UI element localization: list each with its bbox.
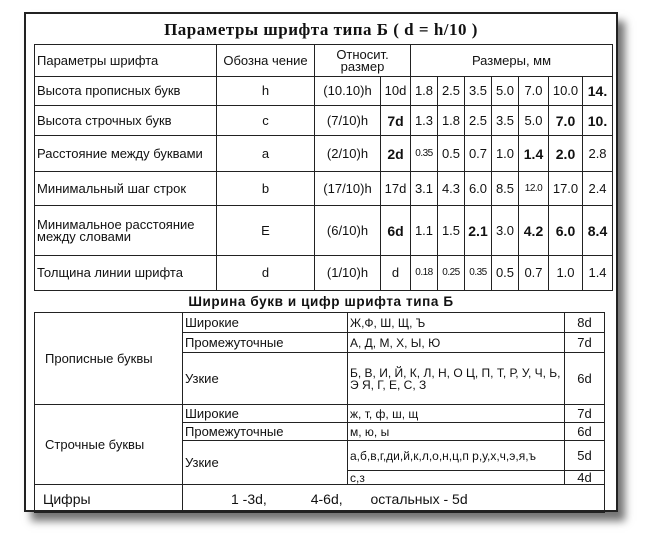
letter-width: 4d <box>565 471 605 485</box>
param-symbol: E <box>217 206 315 256</box>
size-cell: 10. <box>583 106 613 136</box>
header-relative: Относит. размер <box>315 45 411 77</box>
header-sizes: Размеры, мм <box>411 45 613 77</box>
table-row <box>35 106 613 136</box>
size-cell: 0.5 <box>492 256 519 291</box>
param-name: Высота строчных букв <box>35 106 217 136</box>
param-name: Минимальное расстояние между словами <box>35 206 217 256</box>
letter-list: м, ю, ы <box>348 423 565 441</box>
digits-width-1: 1 -3d, <box>231 490 267 507</box>
size-cell: 12.0 <box>519 172 549 206</box>
size-cell: 6.0 <box>549 206 583 256</box>
size-cell: 7.0 <box>519 77 549 106</box>
digits-width-3: остальных - 5d <box>370 490 468 507</box>
uppercase-group-label: Прописные буквы <box>35 313 183 405</box>
size-cell: 1.8 <box>438 106 465 136</box>
width-section-title: Ширина букв и цифр шрифта типа Б <box>188 294 454 309</box>
param-relative-d: 10d <box>381 77 411 106</box>
size-cell: 10.0 <box>549 77 583 106</box>
param-name: Расстояние между буквами <box>35 136 217 172</box>
param-symbol: d <box>217 256 315 291</box>
param-relative-d: 7d <box>381 106 411 136</box>
param-relative-d: 17d <box>381 172 411 206</box>
size-cell: 17.0 <box>549 172 583 206</box>
letter-list: Б, В, И, Й, К, Л, Н, О Ц, П, Т, Р, У, Ч, Ь, Э Я, Г, Е, С, З <box>348 353 565 405</box>
param-relative-d: 6d <box>381 206 411 256</box>
font-parameters-table <box>34 44 613 291</box>
size-cell: 4.3 <box>438 172 465 206</box>
size-cell: 1.3 <box>411 106 438 136</box>
size-cell: 1.0 <box>492 136 519 172</box>
size-cell: 3.0 <box>492 206 519 256</box>
letter-list: А, Д, М, Х, Ы, Ю <box>348 333 565 353</box>
size-cell: 1.0 <box>549 256 583 291</box>
letter-type: Узкие <box>183 353 348 405</box>
size-cell: 0.7 <box>465 136 492 172</box>
param-relative-d: d <box>381 256 411 291</box>
size-cell: 5.0 <box>492 77 519 106</box>
size-cell: 5.0 <box>519 106 549 136</box>
letter-width: 5d <box>565 441 605 471</box>
param-name: Минимальный шаг строк <box>35 172 217 206</box>
size-cell: 0.18 <box>411 256 438 291</box>
size-cell: 2.1 <box>465 206 492 256</box>
digits-label: Цифры <box>35 485 183 513</box>
header-row <box>35 45 613 77</box>
param-symbol: c <box>217 106 315 136</box>
size-cell: 0.5 <box>438 136 465 172</box>
letter-type: Промежуточные <box>183 423 348 441</box>
param-relative: (1/10)h <box>315 256 381 291</box>
param-relative-d: 2d <box>381 136 411 172</box>
size-cell: 7.0 <box>549 106 583 136</box>
lowercase-group-label: Строчные буквы <box>35 405 183 485</box>
size-cell: 2.8 <box>583 136 613 172</box>
param-name: Толщина линии шрифта <box>35 256 217 291</box>
param-relative: (2/10)h <box>315 136 381 172</box>
size-cell: 3.5 <box>492 106 519 136</box>
param-relative: (7/10)h <box>315 106 381 136</box>
letter-width-table <box>34 312 605 513</box>
letter-list: Ж,Ф, Ш, Щ, Ъ <box>348 313 565 333</box>
param-symbol: h <box>217 77 315 106</box>
table-row <box>35 256 613 291</box>
table-row <box>35 136 613 172</box>
letter-list: с,з <box>348 471 565 485</box>
size-cell: 1.4 <box>583 256 613 291</box>
header-param: Параметры шрифта <box>35 45 217 77</box>
font-parameters-card <box>24 12 618 512</box>
param-symbol: a <box>217 136 315 172</box>
letter-width: 8d <box>565 313 605 333</box>
letter-type: Узкие <box>183 441 348 485</box>
letter-list: ж, т, ф, ш, щ <box>348 405 565 423</box>
param-relative: (10.10)h <box>315 77 381 106</box>
letter-width: 6d <box>565 423 605 441</box>
size-cell: 14. <box>583 77 613 106</box>
size-cell: 2.0 <box>549 136 583 172</box>
table-row <box>35 485 605 513</box>
page-title: Параметры шрифта типа Б ( d = h/10 ) <box>164 20 478 39</box>
size-cell: 3.1 <box>411 172 438 206</box>
size-cell: 6.0 <box>465 172 492 206</box>
size-cell: 2.5 <box>438 77 465 106</box>
size-cell: 4.2 <box>519 206 549 256</box>
size-cell: 0.35 <box>411 136 438 172</box>
letter-type: Широкие <box>183 405 348 423</box>
digits-widths <box>183 485 605 513</box>
size-cell: 0.25 <box>438 256 465 291</box>
size-cell: 0.7 <box>519 256 549 291</box>
size-cell: 3.5 <box>465 77 492 106</box>
digits-width-2: 4-6d, <box>310 490 343 507</box>
param-symbol: b <box>217 172 315 206</box>
size-cell: 8.5 <box>492 172 519 206</box>
size-cell: 0.35 <box>465 256 492 291</box>
size-cell: 1.1 <box>411 206 438 256</box>
header-designation: Обозна чение <box>217 45 315 77</box>
table-row <box>35 206 613 256</box>
size-cell: 8.4 <box>583 206 613 256</box>
param-relative: (17/10)h <box>315 172 381 206</box>
size-cell: 1.5 <box>438 206 465 256</box>
letter-type: Широкие <box>183 313 348 333</box>
letter-list: а,б,в,г,ди,й,к,л,о,н,ц,п р,у,х,ч,э,я,ъ <box>348 441 565 471</box>
param-relative: (6/10)h <box>315 206 381 256</box>
table-row <box>35 172 613 206</box>
table-row <box>35 313 605 333</box>
table-row <box>35 77 613 106</box>
size-cell: 1.4 <box>519 136 549 172</box>
letter-width: 7d <box>565 405 605 423</box>
letter-type: Промежуточные <box>183 333 348 353</box>
table-row <box>35 405 605 423</box>
size-cell: 2.5 <box>465 106 492 136</box>
size-cell: 1.8 <box>411 77 438 106</box>
letter-width: 7d <box>565 333 605 353</box>
param-name: Высота прописных букв <box>35 77 217 106</box>
size-cell: 2.4 <box>583 172 613 206</box>
letter-width: 6d <box>565 353 605 405</box>
